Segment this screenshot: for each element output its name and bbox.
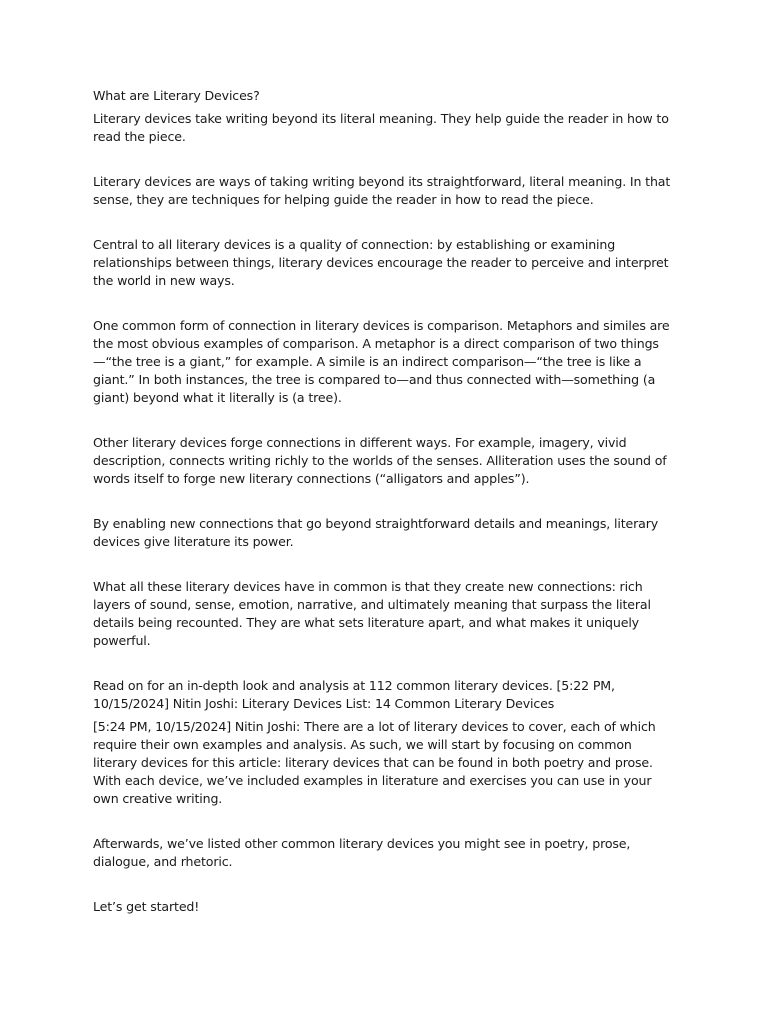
paragraph-11: Let’s get started!	[93, 899, 200, 914]
document-title: What are Literary Devices?	[93, 88, 260, 103]
paragraph-3: Central to all literary devices is a quality of connection: by establishing or examining relationships between things, literary devices encourage the reader to perceive and interpret the world in new ways.	[93, 237, 669, 288]
paragraph-6: By enabling new connections that go beyond straightforward details and meanings, literary devices give literature its power.	[93, 516, 659, 549]
document-body	[93, 87, 678, 916]
paragraph-2: Literary devices are ways of taking writing beyond its straightforward, literal meaning. In that sense, they are techniques for helping guide the reader in how to read the piece.	[93, 174, 671, 207]
paragraph-10: Afterwards, we’ve listed other common literary devices you might see in poetry, prose, dialogue, and rhetoric.	[93, 836, 631, 869]
paragraph-9: [5:24 PM, 10/15/2024] Nitin Joshi: There are a lot of literary devices to cover, each of which require their own examples and analysis. As such, we will start by focusing on common literary devices for this article: literary devices that can be found in both poetry and prose. With each device, we’ve included examples in literature and exercises you can use in your own creative writing.	[93, 719, 656, 806]
paragraph-8: Read on for an in-depth look and analysis at 112 common literary devices. [5:22 PM, 10/15/2024] Nitin Joshi: Literary Devices List: 14 Common Literary Devices	[93, 678, 615, 711]
paragraph-7: What all these literary devices have in common is that they create new connections: rich layers of sound, sense, emotion, narrative, and ultimately meaning that surpass the literal details being recounted. They are what sets literature apart, and what makes it uniquely powerful.	[93, 579, 651, 648]
paragraph-4: One common form of connection in literary devices is comparison. Metaphors and similes are the most obvious examples of comparison. A metaphor is a direct comparison of two things—“the tree is a giant,” for example. A simile is an indirect comparison—“the tree is like a giant.” In both instances, the tree is compared to—and thus connected with—something (a giant) beyond what it literally is (a tree).	[93, 318, 670, 405]
paragraph-5: Other literary devices forge connections in different ways. For example, imagery, vivid description, connects writing richly to the worlds of the senses. Alliteration uses the sound of words itself to forge new literary connections (“alligators and apples”).	[93, 435, 667, 486]
paragraph-1: Literary devices take writing beyond its literal meaning. They help guide the reader in how to read the piece.	[93, 111, 669, 144]
